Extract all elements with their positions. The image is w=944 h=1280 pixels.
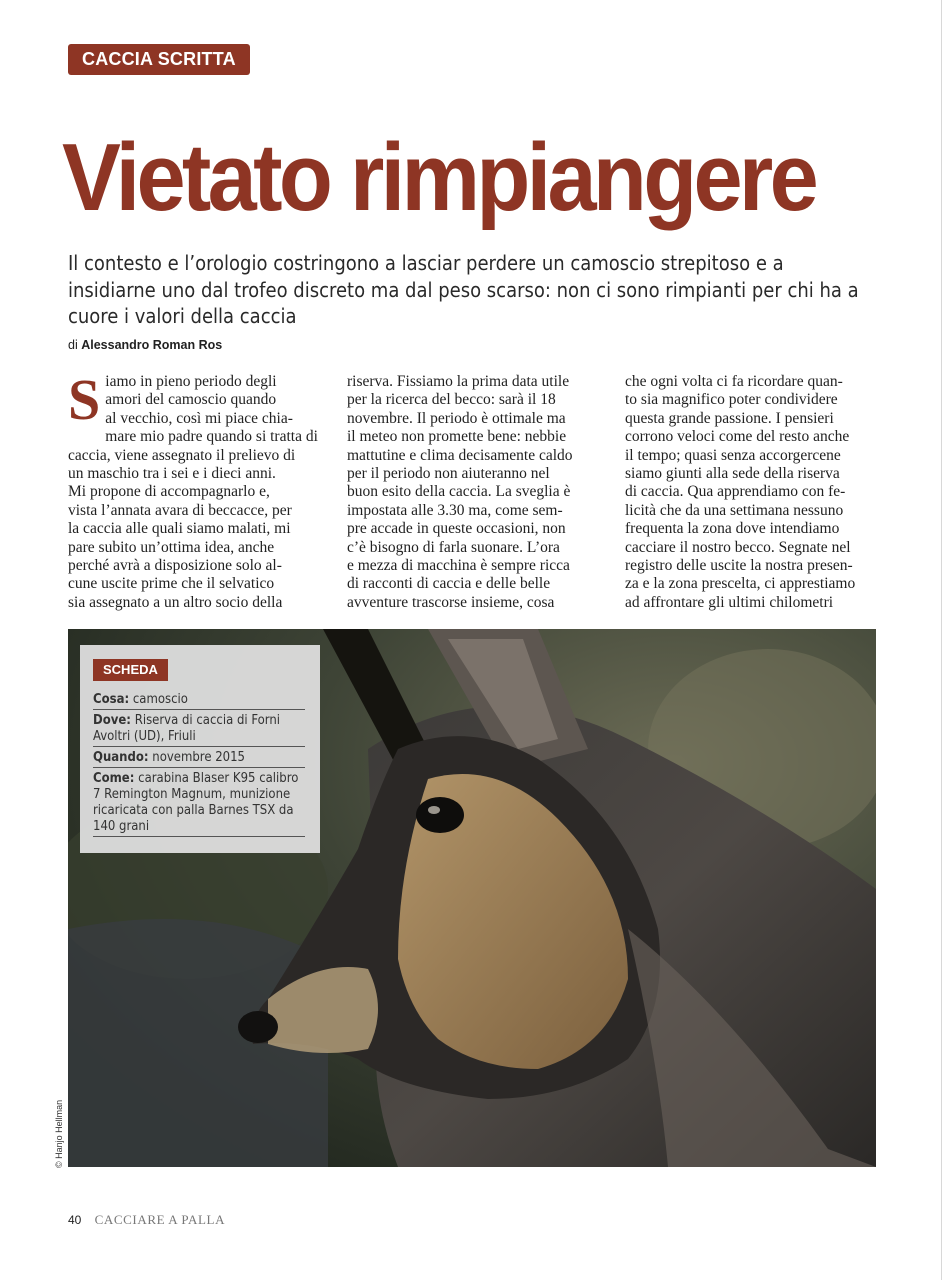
info-key: Cosa:: [93, 692, 130, 707]
chamois-photo: [68, 629, 876, 1167]
body-line: caccia, viene assegnato il prelievo di: [68, 446, 296, 464]
body-line: mattutine e clima decisamente caldo: [347, 446, 573, 464]
body-line: novembre. Il periodo è ottimale ma: [347, 409, 566, 427]
body-line: il tempo; quasi senza accorgercene: [625, 446, 841, 464]
body-line: licità che da una settimana nessuno: [625, 501, 844, 519]
page-edge-line: [941, 0, 942, 1280]
body-line: cune uscite prime che il selvatico: [68, 575, 275, 593]
photo-credit: © Hanjo Hellman: [54, 1099, 64, 1168]
info-item-cosa: [93, 691, 305, 710]
article-subtitle: Il contesto e l’orologio costringono a lasciar perdere un camoscio strepitoso e a insidiarne uno dal trofeo discreto ma dal peso scarso: non ci sono rimpianti per chi ha a cuore i valori della caccia: [68, 251, 859, 328]
info-value: carabina Blaser K95 calibro 7 Remington Magnum, munizione ricaricata con palla Barnes TSX da 140 grani: [93, 771, 299, 834]
body-column-1: [68, 367, 318, 612]
body-line: avventure trascorse insieme, cosa: [347, 593, 555, 611]
body-line: ad affrontare gli ultimi chilometri: [625, 593, 834, 611]
body-line: perché avrà a disposizione solo al-: [68, 557, 282, 575]
body-line: di racconti di caccia e delle belle: [347, 575, 551, 593]
body-line: cacciare il nostro becco. Segnate nel: [625, 538, 851, 556]
body-line: riserva. Fissiamo la prima data utile: [347, 373, 570, 390]
body-line: pare subito un’ottima idea, anche: [68, 538, 275, 556]
body-line: il meteo non promette bene: nebbie: [347, 428, 567, 446]
info-key: Dove:: [93, 713, 131, 728]
section-tag: CACCIA SCRITTA: [68, 44, 250, 75]
info-key: Come:: [93, 771, 135, 786]
body-line: to sia magnifico poter condividere: [625, 391, 838, 409]
body-line: iamo in pieno periodo degli: [105, 373, 277, 390]
body-line: questa grande passione. I pensieri: [625, 409, 834, 427]
body-line: amori del camoscio quando: [105, 391, 277, 409]
body-line: per la ricerca del becco: sarà il 18: [347, 391, 556, 409]
info-value: camoscio: [132, 692, 188, 707]
body-line: pre accade in queste occasioni, non: [347, 520, 566, 538]
body-line: per il periodo non aiuteranno nel: [347, 465, 550, 483]
body-line: al vecchio, così mi piace chia-: [105, 409, 293, 427]
body-line: mare mio padre quando si tratta di: [105, 428, 318, 446]
body-line: un maschio tra i sei e i dieci anni.: [68, 465, 276, 483]
body-line: e mezza di macchina è sempre ricca: [347, 557, 570, 575]
dropcap: S: [68, 367, 101, 432]
info-box: [80, 645, 320, 853]
body-line: sia assegnato a un altro socio della: [68, 593, 283, 611]
body-line: corrono veloci come del resto anche: [625, 428, 850, 446]
page-number: 40: [68, 1213, 82, 1227]
info-item-come: [93, 770, 305, 837]
body-line: buon esito della caccia. La sveglia è: [347, 483, 571, 501]
body-line: Mi propone di accompagnarlo e,: [68, 483, 270, 501]
body-column-3: [625, 373, 870, 612]
body-line: siamo giunti alla sede della riserva: [625, 465, 840, 483]
info-box-list: [93, 691, 305, 839]
byline-prefix: di: [68, 338, 78, 352]
body-line: impostata alle 3.30 ma, come sem-: [347, 501, 563, 519]
body-line: la caccia alle quali siamo malati, mi: [68, 520, 291, 538]
body-line: di caccia. Qua apprendiamo con fe-: [625, 483, 846, 501]
info-item-quando: [93, 749, 305, 768]
info-value: Riserva di caccia di Forni Avoltri (UD), Friuli: [93, 713, 281, 744]
body-line: frequenta la zona dove intendiamo: [625, 520, 840, 538]
body-column-2: [347, 373, 592, 612]
article-title: Vietato rimpiangere: [62, 124, 816, 231]
info-box-label: SCHEDA: [93, 659, 168, 681]
body-line: registro delle uscite la nostra presen-: [625, 557, 853, 575]
body-line: c’è bisogno di farla suonare. L’ora: [347, 538, 560, 556]
magazine-name: CACCIARE A PALLA: [94, 1212, 226, 1227]
body-line: vista l’annata avara di beccacce, per: [68, 501, 292, 519]
info-value: novembre 2015: [152, 750, 245, 765]
byline-author: Alessandro Roman Ros: [81, 338, 223, 352]
info-item-dove: [93, 712, 305, 747]
body-line: che ogni volta ci fa ricordare quan-: [625, 373, 843, 390]
info-key: Quando:: [93, 750, 149, 765]
byline: [68, 338, 222, 352]
page-footer: [68, 1212, 225, 1228]
body-line: za e la zona prescelta, ci apprestiamo: [625, 575, 856, 593]
